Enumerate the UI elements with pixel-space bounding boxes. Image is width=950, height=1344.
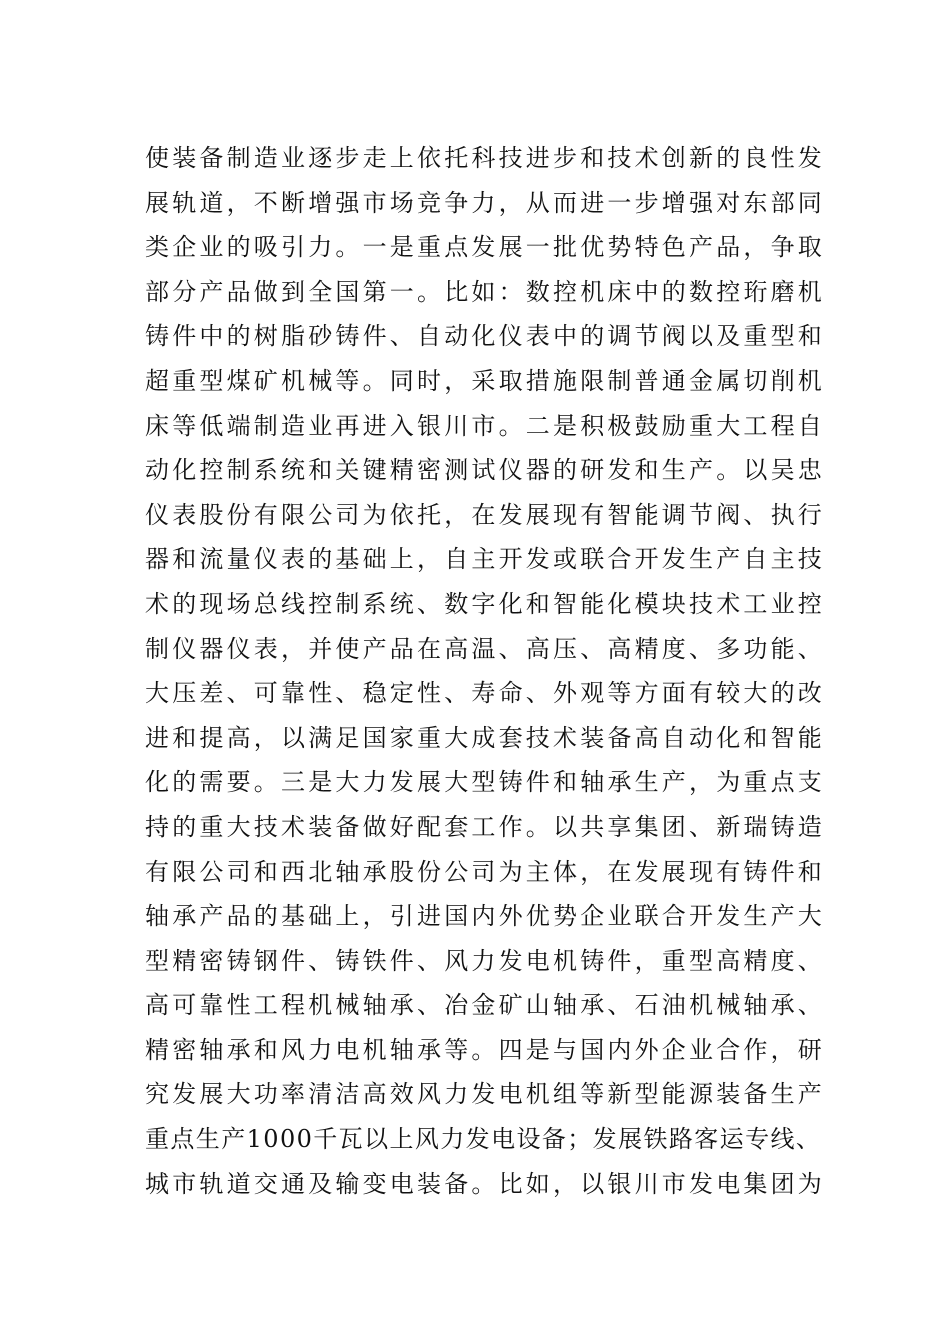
text-line: 仪表股份有限公司为依托，在发展现有智能调节阀、执行 [145, 500, 825, 529]
text-line: 部分产品做到全国第一。比如：数控机床中的数控珩磨机 [145, 277, 825, 306]
text-line: 床等低端制造业再进入银川市。二是积极鼓励重大工程自 [145, 411, 825, 440]
text-line: 超重型煤矿机械等。同时，采取措施限制普通金属切削机 [145, 366, 825, 395]
text-line: 展轨道，不断增强市场竞争力，从而进一步增强对东部同 [145, 188, 825, 217]
text-line: 制仪器仪表，并使产品在高温、高压、高精度、多功能、 [145, 634, 825, 663]
text-line: 有限公司和西北轴承股份公司为主体，在发展现有铸件和 [145, 857, 825, 886]
text-line: 持的重大技术装备做好配套工作。以共享集团、新瑞铸造 [145, 812, 825, 841]
text-line: 型精密铸钢件、铸铁件、风力发电机铸件，重型高精度、 [145, 946, 825, 975]
text-line: 使装备制造业逐步走上依托科技进步和技术创新的良性发 [145, 144, 825, 172]
text-line: 精密轴承和风力电机轴承等。四是与国内外企业合作，研 [145, 1035, 825, 1064]
text-line: 轴承产品的基础上，引进国内外优势企业联合开发生产大 [145, 902, 825, 931]
text-line: 动化控制系统和关键精密测试仪器的研发和生产。以吴忠 [145, 456, 825, 485]
text-line: 铸件中的树脂砂铸件、自动化仪表中的调节阀以及重型和 [145, 322, 825, 351]
text-line: 究发展大功率清洁高效风力发电机组等新型能源装备生产 [145, 1080, 825, 1109]
text-line: 化的需要。三是大力发展大型铸件和轴承生产，为重点支 [145, 768, 825, 797]
text-line: 城市轨道交通及输变电装备。比如，以银川市发电集团为 [145, 1169, 825, 1198]
text-line: 类企业的吸引力。一是重点发展一批优势特色产品，争取 [145, 233, 825, 262]
text-line: 重点生产1000千瓦以上风力发电设备；发展铁路客运专线、 [145, 1125, 822, 1154]
text-line: 进和提高，以满足国家重大成套技术装备高自动化和智能 [145, 723, 825, 752]
text-line: 高可靠性工程机械轴承、冶金矿山轴承、石油机械轴承、 [145, 991, 825, 1020]
body-paragraph [145, 136, 825, 1206]
text-line: 大压差、可靠性、稳定性、寿命、外观等方面有较大的改 [145, 679, 825, 708]
text-line: 器和流量仪表的基础上，自主开发或联合开发生产自主技 [145, 545, 825, 574]
text-line: 术的现场总线控制系统、数字化和智能化模块技术工业控 [145, 589, 825, 618]
